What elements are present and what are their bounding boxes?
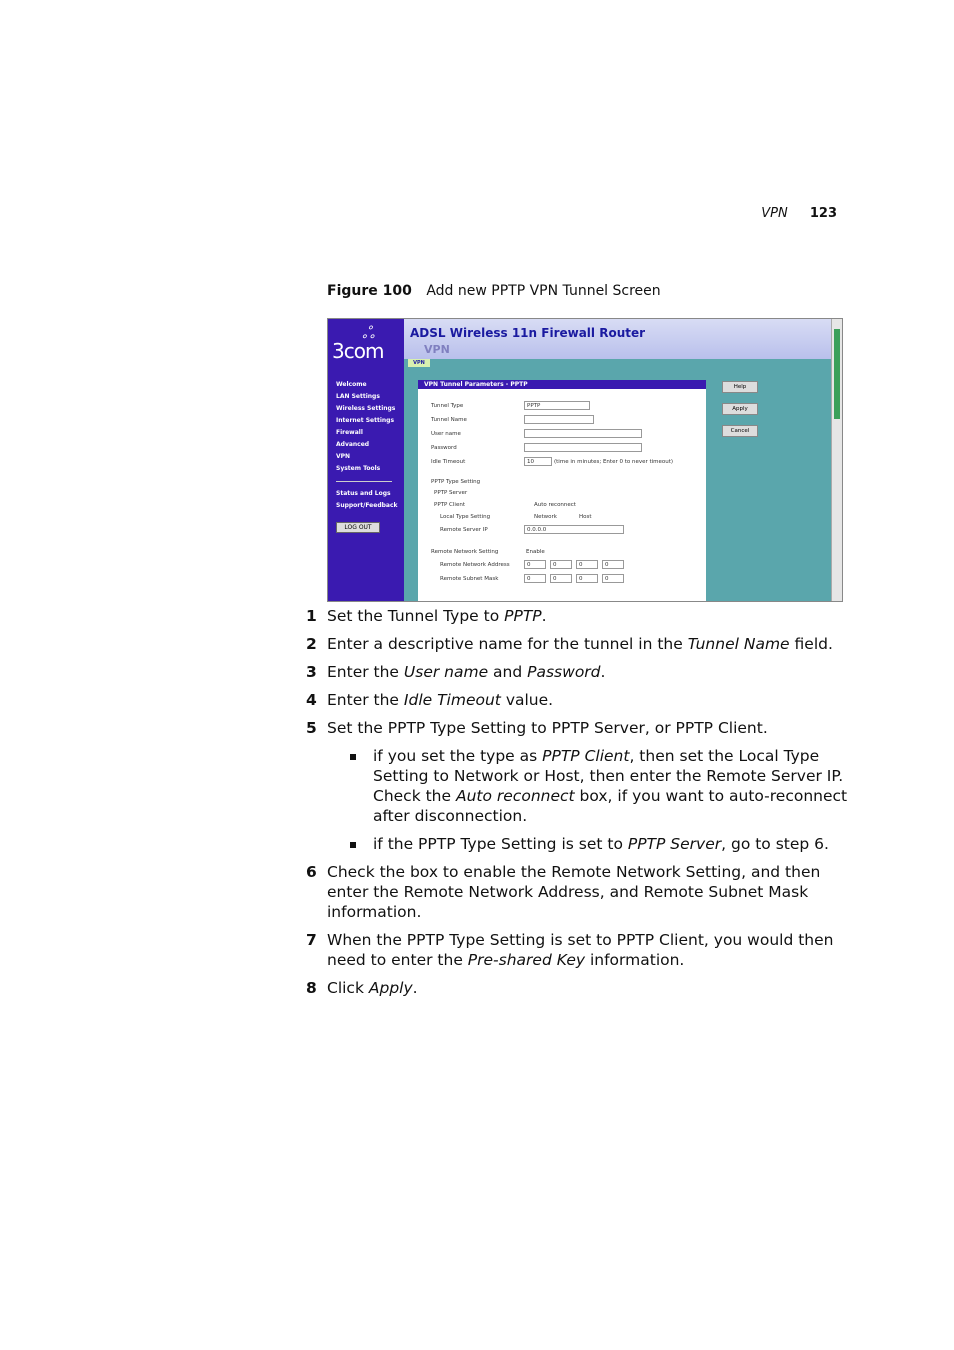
- remote-server-ip-label: Remote Server IP: [440, 527, 488, 533]
- step-item: [306, 862, 854, 922]
- password-input[interactable]: [524, 443, 642, 452]
- bullet-text: , then set the Local Type Setting to Network or Host, then enter the Remote Server IP. Check the: [373, 747, 844, 805]
- local-type-label: Local Type Setting: [440, 514, 491, 520]
- remote-network-address-label: Remote Network Address: [440, 562, 510, 568]
- pptp-server-radio[interactable]: PPTP Server: [434, 490, 468, 496]
- bullet-text: box, if you want to auto-reconnect after disconnection.: [373, 787, 848, 825]
- bullet-text: , go to step 6.: [721, 835, 829, 853]
- step-emphasis: Password: [527, 663, 601, 681]
- step-text: Check the box to enable the Remote Network Setting, and then enter the Remote Network Address, and Remote Subnet Mask information.: [327, 863, 821, 921]
- pptp-type-label: PPTP Type Setting: [431, 479, 481, 485]
- logout-button[interactable]: LOG OUT: [336, 522, 380, 533]
- router-screenshot: [327, 318, 843, 602]
- network-radio[interactable]: Network: [534, 514, 557, 520]
- panel-title: VPN Tunnel Parameters - PPTP: [418, 380, 706, 389]
- nav-vpn[interactable]: VPN: [336, 453, 351, 460]
- bullet-emphasis: PPTP Server: [627, 835, 722, 853]
- step-text: value.: [500, 691, 554, 709]
- step-text: .: [412, 979, 418, 997]
- step-item: [306, 606, 854, 626]
- tunnel-name-input[interactable]: [524, 415, 594, 424]
- remote-net-octet-1[interactable]: 0: [524, 560, 546, 569]
- sidebar-nav: [336, 379, 398, 512]
- figure-caption: [327, 283, 661, 299]
- step-emphasis: Tunnel Name: [687, 635, 790, 653]
- step-number: 5: [306, 719, 317, 737]
- brand-logo: 3com: [332, 339, 384, 363]
- idle-timeout-input[interactable]: 10: [524, 457, 552, 466]
- tab-vpn[interactable]: VPN: [408, 359, 430, 367]
- step-text: Set the PPTP Type Setting to PPTP Server, or PPTP Client.: [327, 719, 768, 737]
- section-name: VPN: [761, 206, 788, 221]
- step-emphasis: PPTP: [504, 607, 542, 625]
- remote-net-octet-4[interactable]: 0: [602, 560, 624, 569]
- tunnel-type-label: Tunnel Type: [431, 403, 464, 409]
- remote-network-label: Remote Network Setting: [431, 549, 499, 555]
- auto-reconnect-checkbox[interactable]: Auto reconnect: [534, 502, 576, 508]
- help-button[interactable]: Help: [722, 381, 758, 393]
- cancel-button[interactable]: Cancel: [722, 425, 758, 437]
- step-number: 7: [306, 931, 317, 949]
- bullet-square-icon: [350, 754, 356, 760]
- scrollbar-thumb[interactable]: [834, 329, 840, 419]
- step-number: 8: [306, 979, 317, 997]
- scrollbar[interactable]: [831, 319, 842, 601]
- step-number: 1: [306, 607, 317, 625]
- remote-mask-octet-2[interactable]: 0: [550, 574, 572, 583]
- idle-timeout-label: Idle Timeout: [431, 459, 466, 465]
- bullet-text: if the PPTP Type Setting is set to: [373, 835, 628, 853]
- remote-net-octet-2[interactable]: 0: [550, 560, 572, 569]
- figure-title: Add new PPTP VPN Tunnel Screen: [426, 283, 661, 299]
- nav-system-tools[interactable]: System Tools: [336, 465, 381, 472]
- bullet-emphasis: Auto reconnect: [455, 787, 575, 805]
- nav-wireless-settings[interactable]: Wireless Settings: [336, 405, 396, 412]
- remote-mask-octet-4[interactable]: 0: [602, 574, 624, 583]
- step-emphasis: Idle Timeout: [403, 691, 501, 709]
- step-item: [306, 978, 854, 998]
- bullet-item: [306, 834, 854, 854]
- nav-advanced[interactable]: Advanced: [336, 441, 370, 448]
- step-text: Enter a descriptive name for the tunnel in the: [327, 635, 688, 653]
- nav-internet-settings[interactable]: Internet Settings: [336, 417, 395, 424]
- apply-button[interactable]: Apply: [722, 403, 758, 415]
- step-text: When the PPTP Type Setting is set to PPTP Client, you would then need to enter the: [327, 931, 834, 969]
- step-item: [306, 634, 854, 654]
- figure-label: Figure 100: [327, 283, 412, 299]
- user-name-label: User name: [431, 431, 461, 437]
- user-name-input[interactable]: [524, 429, 642, 438]
- password-label: Password: [431, 445, 457, 451]
- step-text: Enter the: [327, 691, 404, 709]
- remote-subnet-label: Remote Subnet Mask: [440, 576, 499, 582]
- router-title: ADSL Wireless 11n Firewall Router: [410, 326, 646, 340]
- vpn-parameters-panel: [418, 380, 706, 601]
- step-emphasis: Pre-shared Key: [467, 951, 586, 969]
- remote-mask-octet-3[interactable]: 0: [576, 574, 598, 583]
- step-item: [306, 930, 854, 970]
- step-text: and: [488, 663, 528, 681]
- step-text: .: [600, 663, 606, 681]
- tunnel-name-label: Tunnel Name: [431, 417, 467, 423]
- running-header: [761, 206, 837, 221]
- step-number: 2: [306, 635, 317, 653]
- step-text: Set the Tunnel Type to: [327, 607, 505, 625]
- remote-mask-octet-1[interactable]: 0: [524, 574, 546, 583]
- bullet-square-icon: [350, 842, 356, 848]
- nav-status-logs[interactable]: Status and Logs: [336, 490, 391, 497]
- step-text: Click: [327, 979, 369, 997]
- logo-icon: ஃ: [362, 323, 375, 342]
- step-emphasis: User name: [403, 663, 489, 681]
- router-banner: [404, 319, 832, 359]
- remote-server-ip-input[interactable]: 0.0.0.0: [524, 525, 624, 534]
- step-text: information.: [585, 951, 685, 969]
- router-subtitle: VPN: [424, 343, 450, 356]
- step-text: .: [541, 607, 547, 625]
- step-text: Enter the: [327, 663, 404, 681]
- step-text: field.: [789, 635, 833, 653]
- tunnel-type-select[interactable]: PPTP: [524, 401, 590, 410]
- step-item: [306, 662, 854, 682]
- step-emphasis: Apply: [368, 979, 413, 997]
- step-number: 6: [306, 863, 317, 881]
- nav-welcome[interactable]: Welcome: [336, 381, 367, 388]
- instruction-steps: [306, 606, 854, 1006]
- bullet-emphasis: PPTP Client: [542, 747, 630, 765]
- nav-firewall[interactable]: Firewall: [336, 429, 363, 436]
- page-number: 123: [809, 206, 837, 221]
- step-item: [306, 718, 854, 738]
- idle-timeout-hint: (time in minutes; Enter 0 to never timeout): [554, 459, 674, 465]
- step-item: [306, 690, 854, 710]
- pptp-client-radio[interactable]: PPTP Client: [434, 502, 465, 508]
- step-number: 4: [306, 691, 317, 709]
- bullet-text: if you set the type as: [373, 747, 543, 765]
- step-number: 3: [306, 663, 317, 681]
- nav-divider: [336, 481, 392, 482]
- bullet-item: [306, 746, 854, 826]
- remote-net-octet-3[interactable]: 0: [576, 560, 598, 569]
- sidebar: [328, 319, 404, 601]
- enable-checkbox[interactable]: Enable: [526, 549, 545, 555]
- nav-lan-settings[interactable]: LAN Settings: [336, 393, 380, 400]
- host-radio[interactable]: Host: [579, 514, 592, 520]
- nav-support[interactable]: Support/Feedback: [336, 502, 398, 509]
